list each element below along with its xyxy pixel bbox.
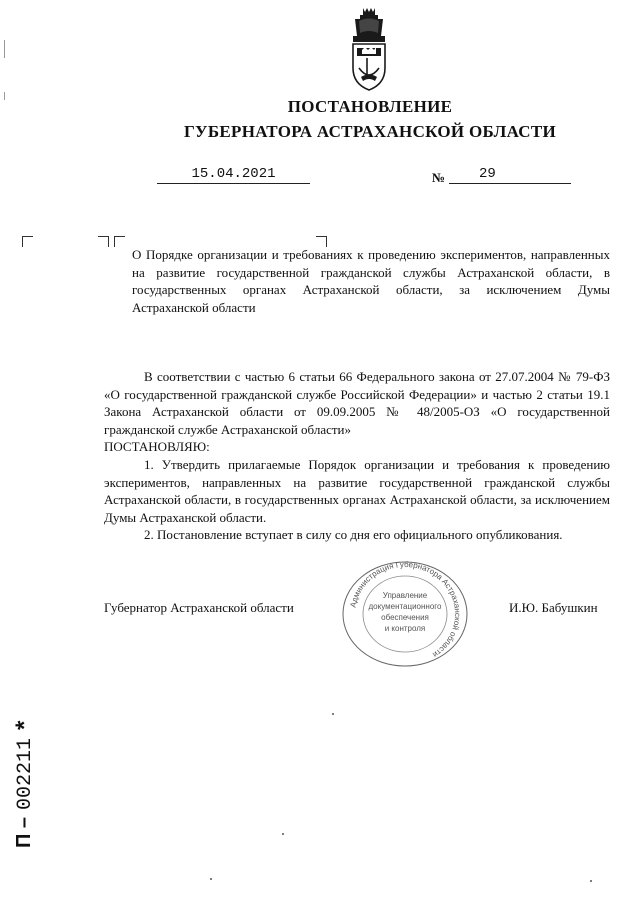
document-number: 29 (449, 166, 571, 184)
document-subject (104, 246, 610, 316)
scan-dot (332, 713, 334, 715)
stamp-center-line: документационного (368, 602, 442, 611)
stamp-center-line: Управление (382, 591, 428, 600)
scan-dot (590, 880, 592, 882)
stamp-center-line: обеспечения (381, 613, 429, 622)
signatory-position: Губернатор Астраханской области (104, 600, 294, 615)
preamble-paragraph: В соответствии с частью 6 статьи 66 Федерального закона от 27.07.2004 № 79-ФЗ «О государственной гражданской службе Российской Федерации» и частью 2 статьи 19.1 Закона Астраханской области от 09.09.2005 № 48/2005-ОЗ «О государственной гражданской службе Астраханской области» (104, 369, 610, 437)
decree-item-1: 1. Утвердить прилагаемые Порядок организации и требования к проведению экспериментов, направленных на развитие государственной гражданской службы Астраханской области, в государственных органах Астраханской области, за исключением Думы Астраханской области. (104, 456, 610, 525)
document-title: ПОСТАНОВЛЕНИЕ (287, 97, 453, 116)
scan-dot (282, 833, 284, 835)
scan-edge-mark (4, 40, 5, 58)
number-label: № (432, 170, 446, 185)
decree-item-2: 2. Постановление вступает в силу со дня его официального опубликования. (144, 527, 563, 543)
scan-dot (210, 878, 212, 880)
issuer-title: ГУБЕРНАТОРА АСТРАХАНСКОЙ ОБЛАСТИ (183, 122, 557, 141)
signatory-name: И.Ю. Бабушкин (509, 600, 598, 615)
scan-edge-mark (4, 92, 5, 100)
serial-number: 002211 (14, 737, 37, 810)
serial-prefix: П – (13, 816, 35, 848)
serial-number-vertical (0, 690, 46, 850)
document-date: 15.04.2021 (157, 166, 310, 184)
stamp-center-line: и контроля (384, 624, 426, 633)
margin-corner-mark (22, 236, 33, 247)
stamp-ring-text: Администрация Губернатора Астраханской области (348, 560, 463, 660)
document-body (104, 368, 610, 544)
serial-asterisk: * (11, 720, 38, 730)
decree-word: ПОСТАНОВЛЯЮ: (104, 439, 210, 455)
official-stamp (340, 560, 470, 668)
coat-of-arms-emblem (345, 6, 393, 92)
subject-text: О Порядке организации и требованиях к проведению экспериментов, направленных на развитие государственной гражданской службы Астраханской области, в государственных органах Астраханской области, за исключением Думы Астраханской области (132, 247, 610, 315)
